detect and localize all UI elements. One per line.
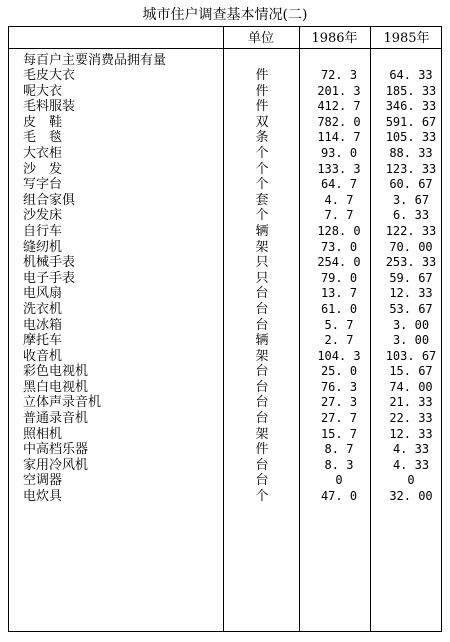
item-name: 组合家俱 xyxy=(23,192,76,208)
table-row xyxy=(9,427,441,443)
table-row xyxy=(9,99,441,115)
item-unit: 台 xyxy=(255,395,269,411)
item-name: 大衣柜 xyxy=(23,145,63,161)
item-name: 皮 鞋 xyxy=(23,114,63,130)
item-name: 呢大衣 xyxy=(23,83,63,99)
item-unit: 架 xyxy=(255,348,269,364)
value-1985: 3. 00 xyxy=(392,317,430,332)
item-name: 收音机 xyxy=(23,348,63,364)
stats-table xyxy=(8,26,442,632)
table-row xyxy=(9,130,441,146)
item-unit: 个 xyxy=(255,208,269,224)
item-unit: 台 xyxy=(255,473,269,489)
item-name: 洗衣机 xyxy=(23,301,63,317)
table-row xyxy=(9,286,441,302)
value-1985: 22. 33 xyxy=(389,411,433,426)
table-row xyxy=(9,146,441,162)
item-unit: 架 xyxy=(255,426,269,442)
value-1985: 15. 67 xyxy=(389,364,433,379)
item-unit: 件 xyxy=(255,68,269,83)
value-1985: 105. 33 xyxy=(385,130,437,145)
value-1985: 53. 67 xyxy=(389,301,433,316)
item-name: 毛皮大衣 xyxy=(23,68,76,83)
item-unit: 件 xyxy=(255,442,269,458)
value-1985: 3. 00 xyxy=(392,333,430,348)
value-1986: 76. 3 xyxy=(320,379,358,394)
item-unit: 个 xyxy=(255,489,269,505)
table-row xyxy=(9,271,441,287)
table-row xyxy=(9,473,441,489)
value-1985: 21. 33 xyxy=(389,395,433,410)
value-1985: 6. 33 xyxy=(392,208,430,223)
value-1985: 103. 67 xyxy=(385,348,437,363)
table-row xyxy=(9,162,441,178)
item-name: 电风扇 xyxy=(23,286,63,302)
item-unit: 台 xyxy=(255,317,269,333)
value-1986: 782. 0 xyxy=(317,114,361,129)
value-1985: 64. 33 xyxy=(389,68,433,82)
item-unit: 辆 xyxy=(255,333,269,349)
value-1986: 8. 3 xyxy=(324,457,354,472)
section-heading: 每百户主要消费品拥有量 xyxy=(23,53,167,68)
table-row xyxy=(9,302,441,318)
value-1986: 254. 0 xyxy=(317,255,361,270)
value-1986: 93. 0 xyxy=(320,145,358,160)
value-1986: 7. 7 xyxy=(324,208,354,223)
header-unit: 单位 xyxy=(247,31,274,46)
value-1985: 12. 33 xyxy=(389,426,433,441)
item-unit: 台 xyxy=(255,364,269,380)
item-unit: 个 xyxy=(255,161,269,177)
table-row xyxy=(9,84,441,100)
item-name: 普通录音机 xyxy=(23,411,89,427)
item-name: 沙 发 xyxy=(23,161,63,177)
item-unit: 只 xyxy=(255,270,269,286)
value-1986: 13. 7 xyxy=(320,286,358,301)
item-unit: 件 xyxy=(255,83,269,99)
table-row xyxy=(9,395,441,411)
value-1986: 79. 0 xyxy=(320,270,358,285)
value-1986: 0 xyxy=(335,473,343,488)
item-name: 照相机 xyxy=(23,426,63,442)
value-1986: 201. 3 xyxy=(317,83,361,98)
item-unit: 台 xyxy=(255,457,269,473)
item-unit: 辆 xyxy=(255,223,269,239)
value-1985: 74. 00 xyxy=(389,379,433,394)
table-title: 城市住户调查基本情况(二) xyxy=(142,7,308,23)
item-name: 摩托车 xyxy=(23,333,63,349)
table-row xyxy=(9,240,441,256)
value-1985: 4. 33 xyxy=(392,442,430,457)
table-row xyxy=(9,177,441,193)
value-1986: 104. 3 xyxy=(317,348,361,363)
value-1985: 59. 67 xyxy=(389,270,433,285)
table-row xyxy=(9,364,441,380)
table-row xyxy=(9,380,441,396)
table-row xyxy=(9,411,441,427)
table-row xyxy=(9,349,441,365)
value-1985: 88. 33 xyxy=(389,145,433,160)
value-1986: 27. 7 xyxy=(320,411,358,426)
item-name: 电冰箱 xyxy=(23,317,63,333)
header-divider xyxy=(9,48,441,49)
value-1985: 60. 67 xyxy=(389,177,433,192)
table-row xyxy=(9,68,441,84)
item-unit: 台 xyxy=(255,411,269,427)
item-unit: 条 xyxy=(255,130,269,146)
item-name: 立体声录音机 xyxy=(23,395,102,411)
value-1985: 591. 67 xyxy=(385,114,437,129)
item-unit: 架 xyxy=(255,239,269,255)
value-1985: 32. 00 xyxy=(389,489,433,504)
value-1986: 8. 7 xyxy=(324,442,354,457)
item-name: 中高档乐器 xyxy=(23,442,89,458)
value-1986: 5. 7 xyxy=(324,317,354,332)
table-body xyxy=(9,68,441,505)
value-1986: 27. 3 xyxy=(320,395,358,410)
item-name: 电炊具 xyxy=(23,489,63,505)
value-1986: 2. 7 xyxy=(324,333,354,348)
value-1986: 15. 7 xyxy=(320,426,358,441)
item-name: 写字台 xyxy=(23,177,63,193)
item-unit: 台 xyxy=(255,379,269,395)
item-name: 空调器 xyxy=(23,473,63,489)
value-1986: 73. 0 xyxy=(320,239,358,254)
value-1985: 185. 33 xyxy=(385,83,437,98)
item-name: 毛 毯 xyxy=(23,130,63,146)
value-1985: 122. 33 xyxy=(385,223,437,238)
value-1985: 0 xyxy=(407,473,415,488)
value-1986: 25. 0 xyxy=(320,364,358,379)
table-row xyxy=(9,208,441,224)
table-row xyxy=(9,115,441,131)
table-row xyxy=(9,193,441,209)
item-name: 沙发床 xyxy=(23,208,63,224)
value-1986: 72. 3 xyxy=(320,68,358,82)
value-1986: 412. 7 xyxy=(317,99,361,114)
item-unit: 个 xyxy=(255,145,269,161)
header-1986: 1986年 xyxy=(311,31,358,46)
value-1986: 64. 7 xyxy=(320,177,358,192)
item-name: 自行车 xyxy=(23,223,63,239)
value-1985: 70. 00 xyxy=(389,239,433,254)
table-row xyxy=(9,255,441,271)
value-1986: 47. 0 xyxy=(320,489,358,504)
item-name: 彩色电视机 xyxy=(23,364,89,380)
item-unit: 只 xyxy=(255,255,269,271)
value-1986: 61. 0 xyxy=(320,301,358,316)
item-unit: 套 xyxy=(255,192,269,208)
item-unit: 个 xyxy=(255,177,269,193)
value-1986: 114. 7 xyxy=(317,130,361,145)
table-row xyxy=(9,458,441,474)
table-row xyxy=(9,489,441,505)
value-1985: 253. 33 xyxy=(385,255,437,270)
item-name: 缝纫机 xyxy=(23,239,63,255)
table-row xyxy=(9,224,441,240)
item-unit: 双 xyxy=(255,114,269,130)
item-unit: 件 xyxy=(255,99,269,115)
item-unit: 台 xyxy=(255,286,269,302)
value-1985: 12. 33 xyxy=(389,286,433,301)
item-name: 毛料服装 xyxy=(23,99,76,115)
value-1985: 3. 67 xyxy=(392,192,430,207)
table-row xyxy=(9,333,441,349)
header-1985: 1985年 xyxy=(383,31,430,46)
item-unit: 台 xyxy=(255,301,269,317)
item-name: 机械手表 xyxy=(23,255,76,271)
item-name: 电子手表 xyxy=(23,270,76,286)
value-1985: 4. 33 xyxy=(392,457,430,472)
value-1986: 133. 3 xyxy=(317,161,361,176)
item-name: 家用冷风机 xyxy=(23,457,89,473)
value-1986: 128. 0 xyxy=(317,223,361,238)
value-1986: 4. 7 xyxy=(324,192,354,207)
table-row xyxy=(9,318,441,334)
value-1985: 123. 33 xyxy=(385,161,437,176)
value-1985: 346. 33 xyxy=(385,99,437,114)
table-row xyxy=(9,442,441,458)
item-name: 黑白电视机 xyxy=(23,379,89,395)
